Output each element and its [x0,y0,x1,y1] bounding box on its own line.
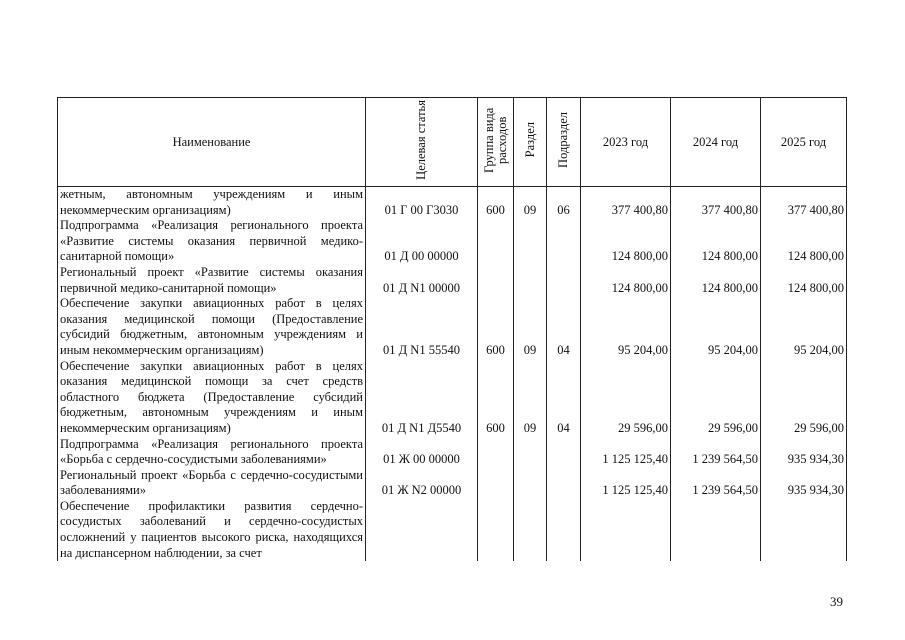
row-value-2023: 377 400,80 [581,187,671,219]
row-value-2024: 29 596,00 [671,359,761,437]
row-subsection [547,218,581,265]
row-value-2023: 124 800,00 [581,218,671,265]
row-value-2023: 95 204,00 [581,296,671,358]
row-value-2023: 29 596,00 [581,359,671,437]
row-value-2025: 95 204,00 [761,296,847,358]
row-name: Обеспечение закупки авиационных работ в целях оказания медицинской помощи за счет средств областного бюджета (Предоставление субсидий бюджетным, автономным учреждениям и иным некоммерческим организациям) [58,359,366,437]
row-value-2025: 124 800,00 [761,265,847,296]
row-target-article: 01 Д N1 00000 [366,265,478,296]
row-value-2024: 124 800,00 [671,265,761,296]
row-expense-group: 600 [478,359,514,437]
row-value-2025: 935 934,30 [761,468,847,499]
row-target-article: 01 Г 00 Г3030 [366,187,478,219]
row-value-2023: 124 800,00 [581,265,671,296]
row-target-article [366,499,478,561]
row-section [514,218,547,265]
table-row [58,468,847,499]
header-name: Наименование [58,98,366,187]
row-value-2023: 1 125 125,40 [581,437,671,468]
row-subsection: 04 [547,296,581,358]
row-section [514,468,547,499]
header-subsection: Подраздел [547,98,581,187]
table-row [58,437,847,468]
table-row [58,187,847,219]
row-target-article: 01 Ж N2 00000 [366,468,478,499]
row-target-article: 01 Д N1 Д5540 [366,359,478,437]
row-name: Подпрограмма «Реализация регионального проекта «Борьба с сердечно-сосудистыми заболеваниями» [58,437,366,468]
header-2023: 2023 год [581,98,671,187]
row-subsection: 04 [547,359,581,437]
row-value-2024: 1 239 564,50 [671,468,761,499]
row-value-2024 [671,499,761,561]
row-value-2023 [581,499,671,561]
row-section [514,265,547,296]
row-expense-group [478,218,514,265]
row-expense-group: 600 [478,296,514,358]
row-section: 09 [514,359,547,437]
row-subsection [547,499,581,561]
header-target-article: Целевая статья [366,98,478,187]
row-subsection [547,437,581,468]
row-expense-group [478,468,514,499]
row-value-2024: 377 400,80 [671,187,761,219]
row-value-2025: 377 400,80 [761,187,847,219]
row-section [514,499,547,561]
row-expense-group [478,499,514,561]
row-value-2025 [761,499,847,561]
row-subsection [547,468,581,499]
table-row [58,499,847,561]
row-name: Региональный проект «Развитие системы оказания первичной медико-санитарной помощи» [58,265,366,296]
row-subsection [547,265,581,296]
row-value-2023: 1 125 125,40 [581,468,671,499]
row-name: Обеспечение профилактики развития сердечно-сосудистых заболеваний и сердечно-сосудистых осложнений у пациентов высокого риска, находящихся на диспансерном наблюдении, за счет [58,499,366,561]
header-expense-group: Группа вида расходов [478,98,514,187]
table-body [58,187,847,562]
row-target-article: 01 Д N1 55540 [366,296,478,358]
row-value-2024: 1 239 564,50 [671,437,761,468]
row-expense-group: 600 [478,187,514,219]
row-name: Региональный проект «Борьба с сердечно-сосудистыми заболеваниями» [58,468,366,499]
table-row [58,359,847,437]
row-section [514,437,547,468]
table-row [58,265,847,296]
row-value-2024: 95 204,00 [671,296,761,358]
header-row [58,98,847,187]
row-expense-group [478,437,514,468]
header-section: Раздел [514,98,547,187]
header-2024: 2024 год [671,98,761,187]
row-value-2025: 124 800,00 [761,218,847,265]
budget-table [57,97,847,561]
row-value-2024: 124 800,00 [671,218,761,265]
row-name: Обеспечение закупки авиационных работ в целях оказания медицинской помощи (Предоставление субсидий бюджетным, автономным учреждениям и иным некоммерческим организациям) [58,296,366,358]
table-row [58,296,847,358]
header-2025: 2025 год [761,98,847,187]
row-value-2025: 935 934,30 [761,437,847,468]
row-value-2025: 29 596,00 [761,359,847,437]
row-name: жетным, автономным учреждениям и иным некоммерческим организациям) [58,187,366,219]
row-section: 09 [514,296,547,358]
row-subsection: 06 [547,187,581,219]
row-expense-group [478,265,514,296]
row-name: Подпрограмма «Реализация регионального проекта «Развитие системы оказания первичной медико-санитарной помощи» [58,218,366,265]
row-section: 09 [514,187,547,219]
page-number: 39 [830,594,843,609]
table-row [58,218,847,265]
row-target-article: 01 Д 00 00000 [366,218,478,265]
row-target-article: 01 Ж 00 00000 [366,437,478,468]
